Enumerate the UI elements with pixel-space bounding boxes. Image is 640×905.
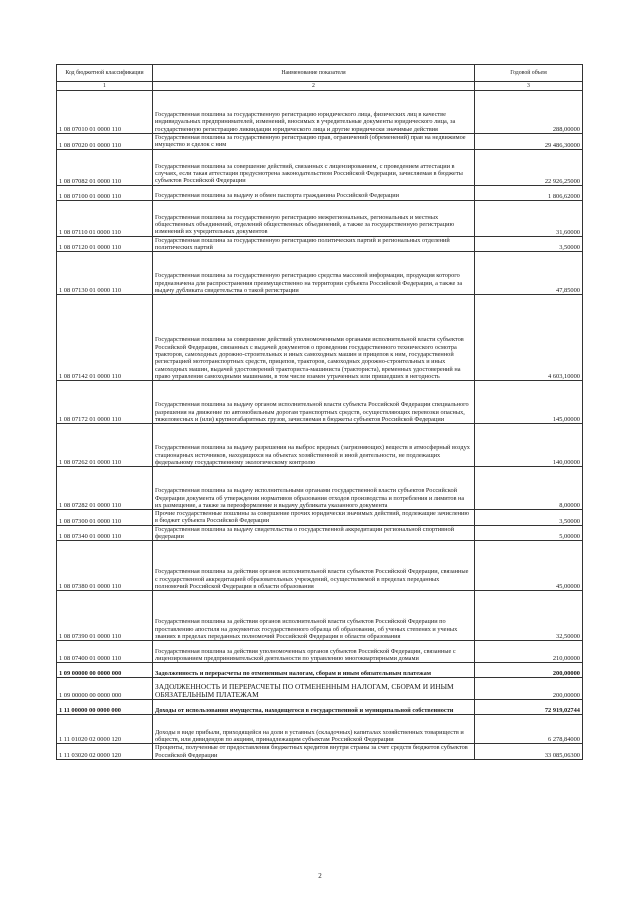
table-row xyxy=(57,641,583,663)
table-row xyxy=(57,467,583,510)
row-name: Государственная пошлина за выдачу и обмен паспорта гражданина Российской Федерации xyxy=(153,185,475,200)
table-row xyxy=(57,678,583,700)
row-name: Государственная пошлина за действия органов исполнительной власти субъектов Российской Федерации, связанные с государственной аккредитацией образовательных учреждений, осуществляемой в пределах переданных полномочий Российской Федерации в области образования xyxy=(153,541,475,591)
row-name: Государственная пошлина за совершение действий, связанных с лицензированием, с проведением аттестации в случаях, если такая аттестация предусмотрена законодательством Российской Федерации, зачисляемая в бюджеты субъектов Российской Федерации xyxy=(153,149,475,185)
row-code: 1 08 07400 01 0000 110 xyxy=(57,641,153,663)
row-code: 1 11 03020 02 0000 120 xyxy=(57,744,153,760)
row-volume: 22 926,25000 xyxy=(475,149,583,185)
row-code: 1 08 07142 01 0000 110 xyxy=(57,295,153,381)
row-code: 1 08 07020 01 0000 110 xyxy=(57,134,153,150)
row-name: Государственная пошлина за совершение действий уполномоченными органами исполнительной власти субъектов Российской Федерации, связанных с выдачей документов о проведении государственного технического осмотра тракторов, самоходных дорожно-строительных и иных самоходных машин и прицепов к ним, государственной регистрацией мототранспортных средств, прицепов, тракторов, самоходных дорожно-строительных и иных самоходных машин, выдачей удостоверений тракториста-машиниста (тракториста), временных удостоверений на право управления самоходными машинами, в том числе взамен утраченных или пришедших в негодность xyxy=(153,295,475,381)
row-volume: 32,50000 xyxy=(475,591,583,641)
row-name: Государственная пошлина за выдачу исполнительными органами государственной власти субъектов Российской Федерации документа об утверждении нормативов образования отходов производства и потребления и лимитов на их размещение, а также за переоформление и выдачу дубликата указанного документа xyxy=(153,467,475,510)
header-name: Наименование показателя xyxy=(153,65,475,82)
row-volume: 3,50000 xyxy=(475,236,583,252)
row-volume: 145,00000 xyxy=(475,381,583,424)
row-code: 1 08 07082 01 0000 110 xyxy=(57,149,153,185)
budget-table xyxy=(56,64,583,760)
row-volume: 288,00000 xyxy=(475,91,583,134)
row-code: 1 08 07172 01 0000 110 xyxy=(57,381,153,424)
table-row xyxy=(57,236,583,252)
row-volume: 1 806,62000 xyxy=(475,185,583,200)
row-name: Государственная пошлина за государственную регистрацию прав, ограничений (обременений) прав на недвижимое имущество и сделок с ним xyxy=(153,134,475,150)
table-row xyxy=(57,295,583,381)
table-row xyxy=(57,510,583,526)
row-name: Государственная пошлина за государственную регистрацию политических партий и региональных отделений политических партий xyxy=(153,236,475,252)
column-number: 2 xyxy=(153,82,475,91)
row-volume: 200,00000 xyxy=(475,663,583,678)
table-row xyxy=(57,200,583,236)
row-name: Прочие государственные пошлины за совершение прочих юридически значимых действий, подлежащие зачислению в бюджет субъекта Российской Федерации xyxy=(153,510,475,526)
table-row xyxy=(57,541,583,591)
row-code: 1 08 07010 01 0000 110 xyxy=(57,91,153,134)
row-code: 1 08 07120 01 0000 110 xyxy=(57,236,153,252)
row-code: 1 08 07340 01 0000 110 xyxy=(57,525,153,541)
row-volume: 6 278,84000 xyxy=(475,715,583,744)
row-name: Государственная пошлина за выдачу органом исполнительной власти субъекта Российской Федерации специального разрешения на движение по автомобильным дорогам транспортных средств, осуществляющих перевозки опасных, тяжеловесных и (или) крупногабаритных грузов, зачисляемая в бюджеты субъектов Российской Федерации xyxy=(153,381,475,424)
table-row xyxy=(57,591,583,641)
row-code: 1 08 07110 01 0000 110 xyxy=(57,200,153,236)
table-row xyxy=(57,663,583,678)
row-code: 1 08 07262 01 0000 110 xyxy=(57,424,153,467)
row-volume: 45,00000 xyxy=(475,541,583,591)
row-code: 1 08 07390 01 0000 110 xyxy=(57,591,153,641)
row-volume: 210,00000 xyxy=(475,641,583,663)
table-row xyxy=(57,424,583,467)
row-volume: 140,00000 xyxy=(475,424,583,467)
row-code: 1 11 00000 00 0000 000 xyxy=(57,700,153,715)
table-row xyxy=(57,252,583,295)
column-number: 1 xyxy=(57,82,153,91)
row-name: Государственная пошлина за государственную регистрацию юридического лица, физических лиц в качестве индивидуальных предпринимателей, изменений, вносимых в учредительные документы юридического лица, за государственную регистрацию ликвидации юридического лица и другие юридически значимые действия xyxy=(153,91,475,134)
table-row xyxy=(57,149,583,185)
column-number: 3 xyxy=(475,82,583,91)
row-name: Доходы в виде прибыли, приходящейся на доли в уставных (складочных) капиталах хозяйственных товариществ и обществ, или дивидендов по акциям, принадлежащим субъектам Российской Федерации xyxy=(153,715,475,744)
row-name: Государственная пошлина за государственную регистрацию межрегиональных, региональных и местных общественных объединений, отделений общественных объединений, а также за государственную регистрацию изменений их учредительных документов xyxy=(153,200,475,236)
row-name: Задолженность и перерасчеты по отмененным налогам, сборам и иным обязательным платежам xyxy=(153,663,475,678)
column-number-row xyxy=(57,82,583,91)
table-row xyxy=(57,381,583,424)
row-volume: 33 085,06300 xyxy=(475,744,583,760)
table-row xyxy=(57,185,583,200)
table-row xyxy=(57,744,583,760)
row-code: 1 11 01020 02 0000 120 xyxy=(57,715,153,744)
row-name: Государственная пошлина за действия уполномоченных органов субъектов Российской Федерации, связанные с лицензированием предпринимательской деятельности по управлению многоквартирными домами xyxy=(153,641,475,663)
row-code: 1 09 00000 00 0000 000 xyxy=(57,663,153,678)
table-row xyxy=(57,715,583,744)
row-name: Государственная пошлина за действия органов исполнительной власти субъектов Российской Федерации по проставлению апостиля на документах государственного образца об образовании, об ученых степенях и ученых званиях в пределах переданных полномочий Российской Федерации в области образования xyxy=(153,591,475,641)
row-volume: 29 486,30000 xyxy=(475,134,583,150)
row-volume: 4 603,10000 xyxy=(475,295,583,381)
row-code: 1 08 07100 01 0000 110 xyxy=(57,185,153,200)
row-code: 1 08 07300 01 0000 110 xyxy=(57,510,153,526)
row-name: Государственная пошлина за выдачу свидетельства о государственной аккредитации региональной спортивной федерации xyxy=(153,525,475,541)
row-volume: 8,00000 xyxy=(475,467,583,510)
row-name: ЗАДОЛЖЕННОСТЬ И ПЕРЕРАСЧЕТЫ ПО ОТМЕНЕННЫМ НАЛОГАМ, СБОРАМ И ИНЫМ ОБЯЗАТЕЛЬНЫМ ПЛАТЕЖАМ xyxy=(153,678,475,700)
row-volume: 5,00000 xyxy=(475,525,583,541)
row-volume: 200,00000 xyxy=(475,678,583,700)
header-code: Код бюджетной классификации xyxy=(57,65,153,82)
row-code: 1 08 07282 01 0000 110 xyxy=(57,467,153,510)
table-row xyxy=(57,525,583,541)
row-volume: 31,60000 xyxy=(475,200,583,236)
row-volume: 72 919,02744 xyxy=(475,700,583,715)
table-row xyxy=(57,91,583,134)
row-name: Государственная пошлина за государственную регистрацию средства массовой информации, продукция которого предназначена для распространения преимущественно на территории субъекта Российской Федерации, а также за выдачу дубликата свидетельства о такой регистрации xyxy=(153,252,475,295)
header-volume: Годовой объем xyxy=(475,65,583,82)
table-row xyxy=(57,700,583,715)
row-volume: 47,85000 xyxy=(475,252,583,295)
table-row xyxy=(57,134,583,150)
row-code: 1 08 07380 01 0000 110 xyxy=(57,541,153,591)
row-code: 1 08 07130 01 0000 110 xyxy=(57,252,153,295)
row-code: 1 09 00000 00 0000 000 xyxy=(57,678,153,700)
table-header-row xyxy=(57,65,583,82)
row-volume: 3,50000 xyxy=(475,510,583,526)
page-number: 2 xyxy=(318,872,322,880)
row-name: Государственная пошлина за выдачу разрешения на выброс вредных (загрязняющих) веществ в атмосферный воздух стационарных источников, находящихся на объектах хозяйственной и иной деятельности, не подлежащих федеральному государственному экологическому контролю xyxy=(153,424,475,467)
row-name: Проценты, полученные от предоставления бюджетных кредитов внутри страны за счет средств бюджетов субъектов Российской Федерации xyxy=(153,744,475,760)
row-name: Доходы от использования имущества, находящегося в государственной и муниципальной собственности xyxy=(153,700,475,715)
